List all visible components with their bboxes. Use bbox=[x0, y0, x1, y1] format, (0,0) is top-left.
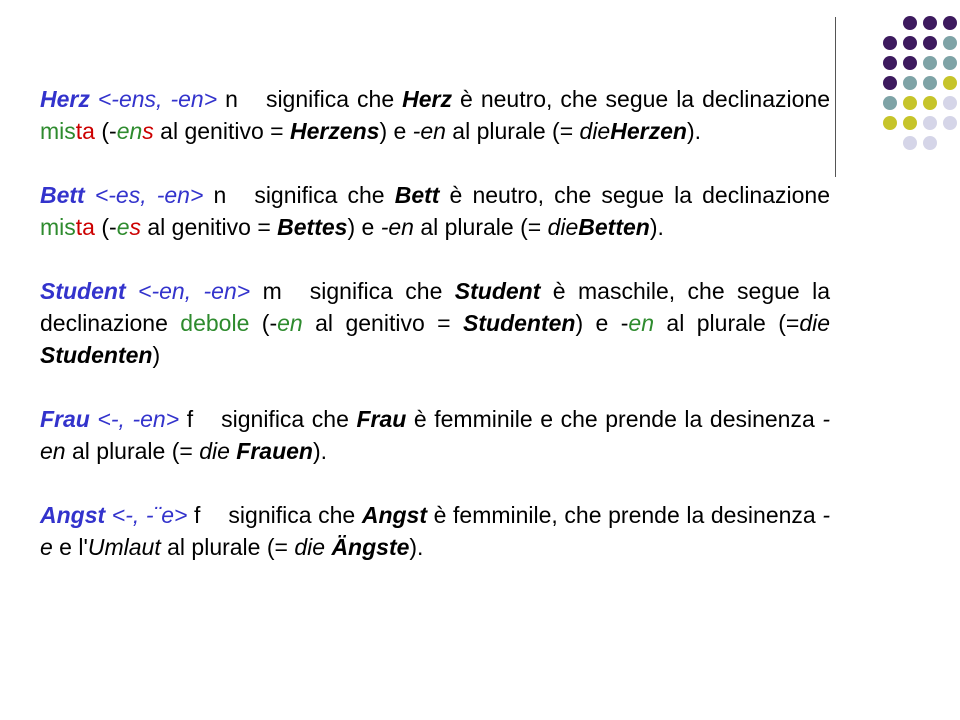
inflection-forms: <-ens, -en> bbox=[97, 86, 218, 112]
decorative-dot bbox=[903, 36, 917, 50]
genitive-ending: en bbox=[277, 310, 303, 336]
plural-ending: -en bbox=[412, 118, 446, 144]
text: (- bbox=[94, 118, 117, 144]
word: Frauen bbox=[236, 438, 313, 464]
text: ). bbox=[686, 118, 701, 144]
plural-ending: -e bbox=[40, 502, 830, 560]
text: al plurale (= bbox=[654, 310, 800, 336]
word: Herz bbox=[402, 86, 452, 112]
lemma: Frau bbox=[40, 406, 90, 432]
text: ). bbox=[312, 438, 328, 464]
genitive-ending: e bbox=[116, 214, 130, 240]
gender: n bbox=[213, 182, 227, 208]
declension-type: debole bbox=[180, 310, 250, 336]
umlaut-term: Umlaut bbox=[87, 534, 161, 560]
decorative-dot bbox=[943, 96, 957, 110]
text: ) bbox=[152, 342, 161, 368]
decorative-dot bbox=[943, 116, 957, 130]
decorative-dot bbox=[903, 136, 917, 150]
word: Herzen bbox=[610, 118, 687, 144]
text: ). bbox=[409, 534, 424, 560]
text: è neutro, che segue la declinazione bbox=[439, 182, 830, 208]
decorative-dot bbox=[943, 56, 957, 70]
text: al genitivo = bbox=[302, 310, 464, 336]
lemma: Angst bbox=[40, 502, 106, 528]
word: Betten bbox=[578, 214, 650, 240]
word: Frau bbox=[356, 406, 407, 432]
text: è femminile, che prende la desinenza bbox=[427, 502, 823, 528]
article: die bbox=[294, 534, 326, 560]
word: Angst bbox=[361, 502, 427, 528]
gender: f bbox=[186, 406, 194, 432]
entry-angst bbox=[40, 499, 830, 563]
decorative-dot bbox=[923, 76, 937, 90]
text: è femminile e che prende la desinenza bbox=[406, 406, 823, 432]
word: Studenten bbox=[463, 310, 576, 336]
text: ) e bbox=[379, 118, 413, 144]
declension-part: ta bbox=[75, 118, 95, 144]
lemma: Bett bbox=[40, 182, 85, 208]
article: die bbox=[199, 438, 230, 464]
decorative-dot bbox=[923, 136, 937, 150]
genitive-ending: s bbox=[129, 214, 141, 240]
decorative-vertical-line bbox=[835, 17, 836, 177]
text: al genitivo = bbox=[140, 214, 278, 240]
decorative-dot bbox=[943, 16, 957, 30]
genitive-ending: en bbox=[116, 118, 143, 144]
entry-frau bbox=[40, 403, 830, 467]
article: die bbox=[547, 214, 579, 240]
decorative-dot bbox=[903, 16, 917, 30]
decorative-dot bbox=[903, 96, 917, 110]
article: die bbox=[799, 310, 831, 336]
text: (- bbox=[94, 214, 117, 240]
text: al plurale (= bbox=[160, 534, 295, 560]
text: al plurale (= bbox=[413, 214, 548, 240]
decorative-dot bbox=[943, 76, 957, 90]
word: Herzens bbox=[289, 118, 380, 144]
text: ). bbox=[649, 214, 664, 240]
entry-bett bbox=[40, 179, 830, 243]
plural-ending: -en bbox=[380, 214, 414, 240]
article: die bbox=[579, 118, 611, 144]
plural-ending: -en bbox=[40, 406, 831, 464]
declension-part: ta bbox=[75, 214, 95, 240]
text: è maschile, che segue la declinazione bbox=[40, 278, 831, 336]
text: è neutro, che segue la declinazione bbox=[452, 86, 830, 112]
inflection-forms: <-, -en> bbox=[97, 406, 180, 432]
decorative-dot bbox=[883, 96, 897, 110]
declension-part: mis bbox=[40, 118, 76, 144]
inflection-forms: <-es, -en> bbox=[94, 182, 204, 208]
text: (- bbox=[249, 310, 278, 336]
inflection-forms: <-, -¨e> bbox=[111, 502, 188, 528]
gender: n bbox=[225, 86, 238, 112]
text: ) e bbox=[347, 214, 381, 240]
declension-part: mis bbox=[40, 214, 76, 240]
decorative-dot bbox=[903, 56, 917, 70]
text: significa che bbox=[228, 502, 362, 528]
entry-student bbox=[40, 275, 830, 371]
decorative-dot bbox=[883, 116, 897, 130]
decorative-dot bbox=[923, 116, 937, 130]
decorative-dot bbox=[883, 36, 897, 50]
gender: f bbox=[194, 502, 201, 528]
text: e l' bbox=[52, 534, 88, 560]
decorative-dot bbox=[923, 16, 937, 30]
text: significa che bbox=[309, 278, 455, 304]
decorative-dot bbox=[923, 36, 937, 50]
entry-herz bbox=[40, 83, 830, 147]
decorative-dot bbox=[923, 96, 937, 110]
decorative-dot bbox=[883, 76, 897, 90]
text: significa che bbox=[221, 406, 357, 432]
word: Bettes bbox=[277, 214, 348, 240]
plural-ending: en bbox=[628, 310, 655, 336]
text: al plurale (= bbox=[445, 118, 580, 144]
decorative-dot bbox=[903, 76, 917, 90]
slide-content bbox=[40, 83, 830, 563]
text: significa che bbox=[265, 86, 403, 112]
word: Studenten bbox=[40, 342, 153, 368]
genitive-ending: s bbox=[142, 118, 154, 144]
decorative-dot bbox=[943, 36, 957, 50]
lemma: Student bbox=[40, 278, 126, 304]
word: Student bbox=[454, 278, 541, 304]
text: significa che bbox=[254, 182, 395, 208]
word: Ängste bbox=[331, 534, 410, 560]
decorative-dot bbox=[923, 56, 937, 70]
inflection-forms: <-en, -en> bbox=[138, 278, 251, 304]
decorative-dot bbox=[883, 56, 897, 70]
gender: m bbox=[262, 278, 282, 304]
decorative-dot bbox=[903, 116, 917, 130]
word: Bett bbox=[394, 182, 440, 208]
text: al plurale (= bbox=[65, 438, 200, 464]
text: ) e - bbox=[575, 310, 629, 336]
lemma: Herz bbox=[40, 86, 90, 112]
text: al genitivo = bbox=[153, 118, 290, 144]
